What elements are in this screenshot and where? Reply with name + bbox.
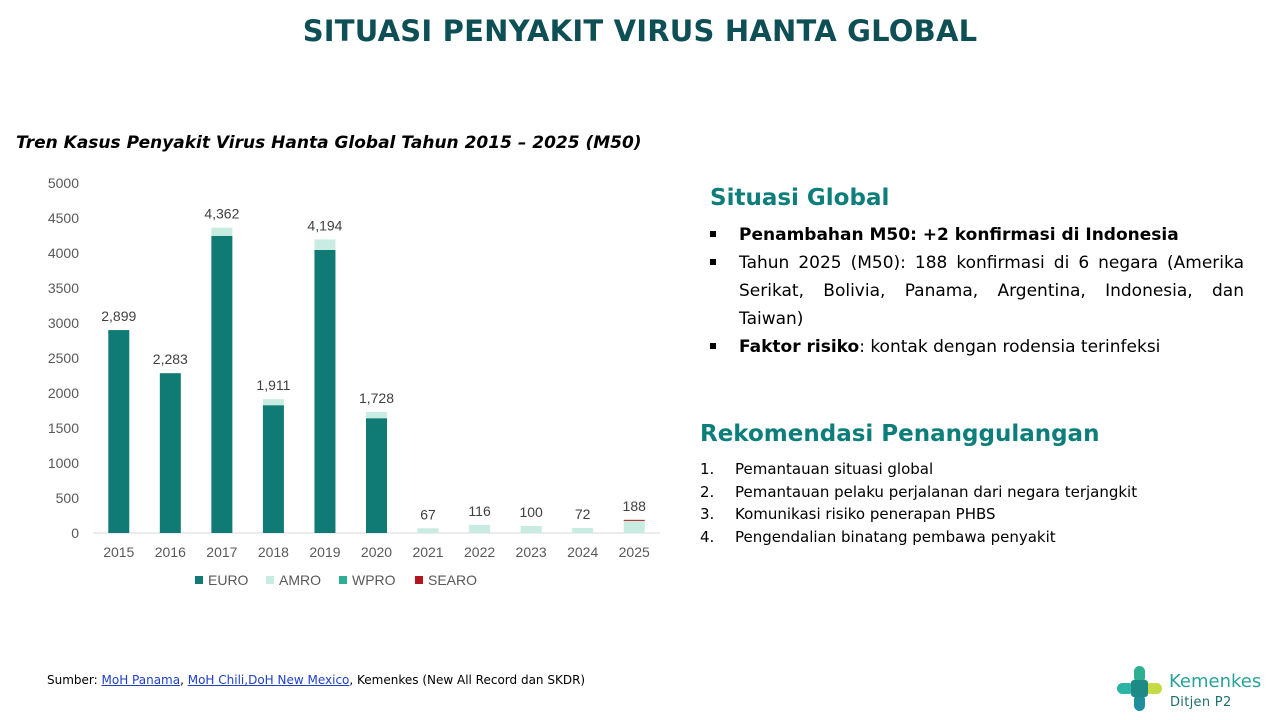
data-label: 188 — [622, 497, 646, 514]
source-separator: , — [180, 673, 188, 687]
page-title: SITUASI PENYAKIT VIRUS HANTA GLOBAL — [302, 14, 978, 48]
data-label: 4,194 — [307, 217, 343, 234]
y-tick-label: 2500 — [47, 350, 79, 366]
y-tick-label: 0 — [71, 525, 79, 541]
x-tick-label: 2023 — [515, 544, 547, 560]
bar-amro-2019 — [314, 239, 335, 250]
item-number: 2. — [700, 482, 715, 501]
logo-name: Kemenkes — [1169, 671, 1262, 692]
legend-swatch-euro — [195, 576, 203, 584]
bar-chart — [0, 165, 680, 605]
y-tick-label: 4000 — [47, 245, 79, 261]
bar-euro-2019 — [314, 250, 335, 533]
x-tick-label: 2019 — [309, 544, 341, 560]
x-tick-label: 2020 — [360, 544, 393, 560]
source-link-doh-new-mexico[interactable]: DoH New Mexico — [248, 673, 350, 687]
legend-swatch-searo — [415, 576, 423, 584]
situasi-bullet — [708, 333, 1244, 361]
source-link-moh-chili[interactable]: MoH Chili, — [187, 673, 249, 687]
bar-amro-2025 — [624, 520, 645, 533]
item-text: Komunikasi risiko penerapan PHBS — [735, 505, 996, 523]
item-text: Pemantauan situasi global — [735, 460, 934, 478]
x-tick-label: 2025 — [618, 544, 650, 560]
situasi-bullet — [708, 249, 1244, 333]
data-label: 2,283 — [152, 351, 188, 368]
rekomendasi-item — [700, 458, 1137, 481]
bar-searo-2025 — [624, 520, 645, 521]
x-tick-label: 2016 — [154, 544, 186, 560]
source-link-moh-panama[interactable]: MoH Panama — [101, 673, 181, 687]
bar-amro-2017 — [211, 228, 232, 236]
legend-swatch-amro — [266, 576, 274, 584]
bar-euro-2017 — [211, 236, 232, 533]
data-label: 100 — [519, 504, 543, 520]
item-number: 3. — [700, 505, 715, 523]
bar-amro-2024 — [572, 528, 593, 533]
x-tick-label: 2024 — [567, 544, 599, 560]
item-text: Pengendalian binatang pembawa penyakit — [735, 527, 1056, 546]
item-number: 1. — [700, 460, 715, 478]
x-tick-label: 2015 — [103, 544, 135, 560]
legend-label-amro: AMRO — [279, 572, 321, 588]
bar-euro-2016 — [160, 373, 181, 533]
bar-amro-2022 — [469, 525, 490, 533]
data-label: 67 — [420, 506, 436, 523]
bar-euro-2015 — [108, 330, 129, 533]
legend-label-searo: SEARO — [428, 572, 478, 588]
rekomendasi-item — [700, 503, 1137, 526]
x-tick-label: 2021 — [412, 544, 444, 560]
data-label: 1,728 — [358, 390, 395, 407]
x-tick-label: 2017 — [206, 544, 238, 560]
y-tick-label: 1000 — [47, 455, 79, 471]
legend-label-euro: EURO — [208, 572, 249, 588]
situasi-bullet-list — [708, 221, 1244, 361]
data-label: 2,899 — [101, 308, 137, 325]
legend-label-wpro: WPRO — [352, 572, 396, 588]
situasi-bullet — [708, 221, 1244, 249]
y-tick-label: 4500 — [47, 210, 79, 226]
y-tick-label: 2000 — [47, 385, 79, 401]
y-tick-label: 3000 — [47, 315, 79, 331]
bullet-text: Tahun 2025 (M50): 188 konfirmasi di 6 negara (Amerika Serikat, Bolivia, Panama, Argentina, Indonesia, dan Taiwan) — [739, 253, 1244, 329]
source-suffix: , Kemenkes (New All Record dan SKDR) — [349, 673, 586, 687]
bar-amro-2020 — [366, 412, 387, 418]
kemenkes-logo — [1114, 664, 1274, 714]
item-number: 4. — [700, 527, 715, 546]
bar-euro-2018 — [263, 405, 284, 533]
bullet-text: : kontak dengan rodensia terinfeksi — [859, 337, 1161, 357]
y-tick-label: 1500 — [47, 420, 79, 436]
rekomendasi-list — [700, 458, 1137, 548]
rekomendasi-item — [700, 481, 1137, 504]
data-label: 72 — [574, 505, 591, 522]
situasi-global-title: Situasi Global — [710, 185, 890, 211]
bar-euro-2020 — [366, 418, 387, 533]
source-note — [47, 673, 585, 687]
data-label: 4,362 — [204, 205, 240, 222]
bullet-bold-text: Faktor risiko — [739, 337, 860, 357]
x-tick-label: 2022 — [464, 544, 496, 560]
bar-amro-2021 — [418, 528, 439, 533]
bar-amro-2018 — [263, 399, 284, 405]
data-label: 116 — [468, 502, 491, 519]
item-text: Pemantauan pelaku perjalanan dari negara terjangkit — [735, 482, 1138, 501]
y-tick-label: 5000 — [47, 175, 79, 191]
kemenkes-logo-icon — [1114, 664, 1164, 714]
chart-title: Tren Kasus Penyakit Virus Hanta Global Tahun 2015 – 2025 (M50) — [16, 133, 642, 153]
source-prefix: Sumber: — [47, 673, 102, 687]
rekomendasi-title: Rekomendasi Penanggulangan — [700, 421, 1100, 447]
y-tick-label: 500 — [55, 490, 79, 506]
bullet-bold-text: Penambahan M50: +2 konfirmasi di Indonesia — [739, 225, 1179, 245]
logo-subtitle: Ditjen P2 — [1170, 695, 1232, 710]
data-label: 1,911 — [256, 377, 291, 394]
x-tick-label: 2018 — [257, 544, 289, 560]
legend-swatch-wpro — [339, 576, 347, 584]
bar-amro-2023 — [521, 526, 542, 533]
rekomendasi-item — [700, 526, 1137, 549]
y-tick-label: 3500 — [47, 280, 79, 296]
